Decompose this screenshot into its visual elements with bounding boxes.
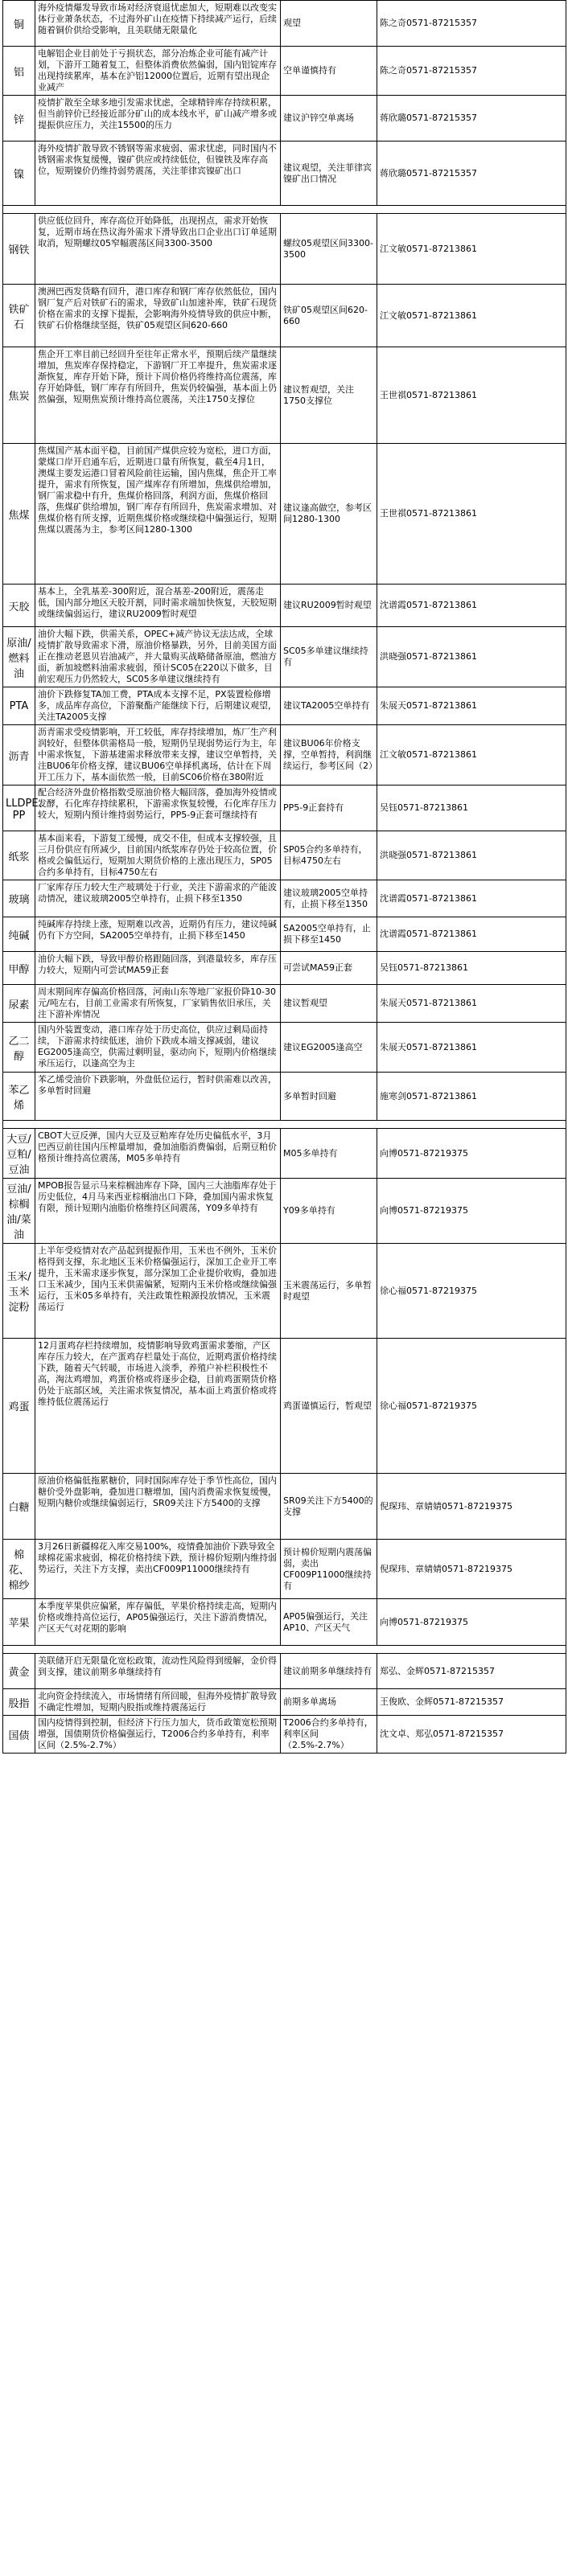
contact-cell: 施寒剑0571-87213861	[377, 1073, 566, 1121]
table-row	[3, 725, 566, 786]
category-cell: 镍	[3, 142, 35, 206]
contact-cell: 朱展天0571-87213861	[377, 687, 566, 725]
contact-cell: 向博0571-87219375	[377, 1129, 566, 1179]
view-cell: 美联储开启无限量化宽松政策，流动性风险得到缓解，金价得到支撑，建议前期多单继续持有	[35, 1654, 281, 1689]
contact-cell: 吴钰0571-87213861	[377, 786, 566, 831]
table-row	[3, 285, 566, 347]
view-cell: 焦企开工率目前已经回升至往年正常水平，预期后续产量继续增加，焦炭库存保持稳定，下游钢厂开工率提升，焦炭需求逐渐恢复，库存开始下降，预计下周价格仍将维持高位震荡，库存开始降低，钢厂库存有所回升，焦炭仍较偏强，基本面上仍然偏强，短期焦炭预计维持高位震荡，关注1750支撑位	[35, 347, 281, 444]
contact-cell: 王世祺0571-87213861	[377, 347, 566, 444]
category-cell: 焦煤	[3, 444, 35, 585]
category-cell: 铁矿石	[3, 285, 35, 347]
contact-cell: 向博0571-87219375	[377, 1179, 566, 1244]
strategy-cell: 建议RU2009暂时观望	[281, 585, 377, 627]
contact-cell: 江文敏0571-87213861	[377, 725, 566, 786]
strategy-cell: PP5-9正套持有	[281, 786, 377, 831]
table-row	[3, 985, 566, 1023]
view-cell: 北向资金持续流入，市场情绪有所回暖，但海外疫情扩散导致不确定性增加，短期内股指或维持震荡运行	[35, 1689, 281, 1716]
strategy-cell: 建议玻璃2005空单持有，止损下移至1350	[281, 880, 377, 917]
contact-cell: 王世祺0571-87213861	[377, 444, 566, 585]
view-cell: 原油价格偏低拖累糖价，同时国际库存处于季节性高位，国内糖价受外盘影响，叠加进口糖增加，国内消费需求恢复缓慢，短期内糖价或继续偏弱运行，SR09关注下方5400的支撑	[35, 1474, 281, 1540]
strategy-cell: 建议BU06年价格支撑，空单暂持，利润继续运行，参考区间（2）	[281, 725, 377, 786]
strategy-cell: 空单谨慎持有	[281, 47, 377, 96]
contact-cell: 沈谱霞0571-87213861	[377, 585, 566, 627]
category-cell: 铜	[3, 1, 35, 47]
contact-cell: 沈文卓、郑弘0571-87215357	[377, 1716, 566, 1754]
strategy-cell: 建议暂观望，关注1750支撑位	[281, 347, 377, 444]
table-row	[3, 47, 566, 96]
contact-cell: 洪晓强0571-87213861	[377, 831, 566, 880]
category-cell: 大豆/豆粕/豆油	[3, 1129, 35, 1179]
category-cell: LLDPE、PP	[3, 786, 35, 831]
contact-cell: 陈之奇0571-87215357	[377, 1, 566, 47]
view-cell: 疫情扩散至全球多地引发需求忧虑，全球精锌库存持续积累，但当前锌价已经接近部分矿山的成本线水平，矿山减产增多或提振供应压力，关注15500的压力	[35, 96, 281, 142]
strategy-cell: 建议暂观望	[281, 985, 377, 1023]
category-cell: 玉米/玉米淀粉	[3, 1244, 35, 1339]
category-cell: 沥青	[3, 725, 35, 786]
contact-cell: 江文敏0571-87213861	[377, 214, 566, 285]
view-cell: 12月蛋鸡存栏持续增加，疫情影响导致鸡蛋需求萎缩，产区库存压力较大，在产蛋鸡存栏量处于高位，近期鸡蛋价格持续下跌，随着天气转暖，市场进入淡季，养殖户补栏积极性不高，淘汰鸡增加，鸡蛋价格或将逐步企稳，目前鸡蛋期货价格仍处于底部区域，关注需求恢复情况，基本面上鸡蛋价格或将维持低位震荡运行	[35, 1339, 281, 1474]
contact-cell: 洪晓强0571-87213861	[377, 627, 566, 687]
strategy-cell: Y09多单持有	[281, 1179, 377, 1244]
view-cell: 本季度苹果供应偏紧，库存偏低，苹果价格持续走高，短期内价格或维持高位运行，AP05偏强运行，关注下游消费情况，产区天气对花期的影响	[35, 1599, 281, 1646]
category-cell: 锌	[3, 96, 35, 142]
contact-cell: 倪琛玮、章婧婧0571-87219375	[377, 1540, 566, 1599]
contact-cell: 朱展天0571-87213861	[377, 1023, 566, 1073]
view-cell: 周末期间库存偏高价格回落，河南山东等地厂家报价降10-30元/吨左右，目前工业需求有所恢复，厂家销售依旧承压，关注下游补库情况	[35, 985, 281, 1023]
table-row	[3, 96, 566, 142]
contact-cell: 蒋欣璐0571-87215357	[377, 96, 566, 142]
strategy-cell: AP05偏强运行，关注AP10、产区天气	[281, 1599, 377, 1646]
category-cell: 鸡蛋	[3, 1339, 35, 1474]
category-cell: 纯碱	[3, 917, 35, 952]
table-row	[3, 952, 566, 985]
strategy-cell: 玉米震荡运行，多单暂时观望	[281, 1244, 377, 1339]
contact-cell: 朱展天0571-87213861	[377, 985, 566, 1023]
table-row	[3, 444, 566, 585]
table-row	[3, 1689, 566, 1716]
strategy-cell: 螺纹05观望区间3300-3500	[281, 214, 377, 285]
strategy-cell: M05多单持有	[281, 1129, 377, 1179]
strategy-cell: SA2005空单持有，止损下移至1450	[281, 917, 377, 952]
view-cell: 焦煤国产基本面平稳，目前国产煤供应较为宽松，进口方面，蒙煤口岸开启通车后，近期进口量有所恢复，截至4月1日，澳煤主要发运港口冒着风险前往运输，国内焦煤，焦企开工率提升，需求有所恢复，国产煤库存有所增加，焦煤供给增加，钢厂需求稳中有升，焦煤价格回落，利润方面，焦煤价格回落，焦煤矿供给增加，钢厂库存有所回升，焦炭需求增加、对焦煤价格有所支撑，近期焦煤价格或继续稳中偏强运行，短期焦煤以震荡为主，参考区间1280-1300	[35, 444, 281, 585]
table-row	[3, 627, 566, 687]
strategy-cell: 建议沪锌空单离场	[281, 96, 377, 142]
view-cell: 厂家库存压力较大生产玻璃处于行业，关注下游需求的产能波动情况，建议玻璃2005空单持有，止损下移至1350	[35, 880, 281, 917]
view-cell: 电解铝企业目前处于亏损状态，部分冶炼企业可能有减产计划，下游开工随着复工，但整体消费依然偏弱，国内铝锭库存出现持续累库，基本在沪铝12000位置后，近期有望出现企业减产	[35, 47, 281, 96]
strategy-cell: 前期多单离场	[281, 1689, 377, 1716]
contact-cell: 吴钰0571-87213861	[377, 952, 566, 985]
category-cell: 纸浆	[3, 831, 35, 880]
strategy-cell: 铁矿05观望区间620-660	[281, 285, 377, 347]
view-cell: 沥青需求受疫情影响，开工较低，库存持续增加，炼厂生产利润较好，但整体供需格局一般，短期仍呈现弱势运行为主，年中需求恢复，下游基建需求释放带来支撑，建议空单暂持，关注BU06年价格支撑，建议BU06空单择机离场，估计在下周开工压力下，基本面依然一般，目前SC06价格在380附近	[35, 725, 281, 786]
contact-cell: 徐心福0571-87219375	[377, 1244, 566, 1339]
view-cell: 海外疫情爆发导致市场对经济衰退忧虑加大，短期难以改变实体行业萧条状态，不过海外矿山在疫情下持续减产运行，后续随着铜价供给受影响，且美联储无限量化	[35, 1, 281, 47]
table-row	[3, 1129, 566, 1179]
strategy-cell: 建议前期多单继续持有	[281, 1654, 377, 1689]
category-cell: 玻璃	[3, 880, 35, 917]
table-row	[3, 1540, 566, 1599]
strategy-cell: T2006合约多单持有，利率区间（2.5%-2.7%）	[281, 1716, 377, 1754]
strategy-cell: 观望	[281, 1, 377, 47]
table-row	[3, 1073, 566, 1121]
contact-cell: 王俊欧、金辉0571-87215357	[377, 1689, 566, 1716]
table-row	[3, 142, 566, 206]
strategy-table	[2, 0, 566, 1754]
category-cell: 白糖	[3, 1474, 35, 1540]
strategy-cell: SP05合约多单持有，目标4750左右	[281, 831, 377, 880]
view-cell: 国内外装置变动，港口库存处于历史高位，供应过剩局面持续，下游需求持续低迷，油价下跌成本端支撑减弱，建议EG2005逢高空，供需过剩明显，驱动向下，短期内价格继续承压运行，以逢高空为主	[35, 1023, 281, 1073]
category-cell: 苹果	[3, 1599, 35, 1646]
contact-cell: 江文敏0571-87213861	[377, 285, 566, 347]
table-row	[3, 585, 566, 627]
category-cell: 股指	[3, 1689, 35, 1716]
table-row	[3, 214, 566, 285]
section-divider	[3, 206, 566, 214]
contact-cell: 沈谱霞0571-87213861	[377, 880, 566, 917]
strategy-cell: 建议EG2005逢高空	[281, 1023, 377, 1073]
view-cell: 苯乙烯受油价下跌影响，外盘低位运行，暂时供需难以改善，多单暂时回避	[35, 1073, 281, 1121]
table-row	[3, 1244, 566, 1339]
category-cell: 乙二醇	[3, 1023, 35, 1073]
view-cell: 澳洲巴西发货略有回升，港口库存和钢厂库存依然低位，国内钢厂复产后对铁矿石的需求，导致矿山加速补库，铁矿石现货价格在需求的支撑下提振，会影响海外疫情导致的供应中断，铁矿石价格继续坚挺，铁矿05观望区间620-660	[35, 285, 281, 347]
contact-cell: 郑弘、金辉0571-87215357	[377, 1654, 566, 1689]
strategy-cell: 建议逢高做空，参考区间1280-1300	[281, 444, 377, 585]
view-cell: 配合经济外盘价格指数受原油价格大幅回落，叠加海外疫情或发酵，石化库存持续累积，下游需求恢复较慢，石化库存压力较大，短期内预计维持弱势运行，PP5-9正套可继续持有	[35, 786, 281, 831]
category-cell: 铝	[3, 47, 35, 96]
table-row	[3, 880, 566, 917]
table-row	[3, 347, 566, 444]
section-divider	[3, 1646, 566, 1654]
contact-cell: 沈谱霞0571-87213861	[377, 917, 566, 952]
contact-cell: 陈之奇0571-87215357	[377, 47, 566, 96]
contact-cell: 蒋欣璐0571-87215357	[377, 142, 566, 206]
table-row	[3, 1179, 566, 1244]
category-cell: PTA	[3, 687, 35, 725]
strategy-cell: SR09关注下方5400的支撑	[281, 1474, 377, 1540]
category-cell: 黄金	[3, 1654, 35, 1689]
strategy-cell: 鸡蛋谨慎运行，暂观望	[281, 1339, 377, 1474]
view-cell: 海外疫情扩散导致不锈钢等需求疲弱、需求忧虑，同时国内不锈钢需求恢复缓慢，镍矿供应或持续低位，但镍铁及库存高位，短期镍价仍维持弱势震荡，关注菲律宾镍矿出口	[35, 142, 281, 206]
table-row	[3, 1, 566, 47]
strategy-cell: 建议TA2005空单持有	[281, 687, 377, 725]
table-row	[3, 687, 566, 725]
view-cell: 油价大幅下跌，导致甲醇价格跟随回落，到港量较多，库存压力较大，短期内可尝试MA59正套	[35, 952, 281, 985]
contact-cell: 向博0571-87219375	[377, 1599, 566, 1646]
strategy-cell: SC05多单建议继续持有	[281, 627, 377, 687]
strategy-cell: 预计棉价短期内震荡偏弱，卖出CF009P11000继续持有	[281, 1540, 377, 1599]
table-row	[3, 1716, 566, 1754]
view-cell: 油价下跌修复TA加工费，PTA成本支撑不足，PX装置检修增多，成品库存高位，下游聚酯产能继续下行，后期建议观望，关注TA2005支撑	[35, 687, 281, 725]
category-cell: 天胶	[3, 585, 35, 627]
table-row	[3, 1339, 566, 1474]
category-cell: 甲醇	[3, 952, 35, 985]
category-cell: 原油/燃料油	[3, 627, 35, 687]
category-cell: 苯乙烯	[3, 1073, 35, 1121]
view-cell: 上半年受疫情对农产品起到提振作用，玉米也不例外，玉米价格得到支撑，东北地区玉米价格偏强运行，深加工企业开工率提升，玉米需求逐步恢复，部分深加工企业提价收购，叠加进口玉米减少，国内玉米供需偏紧，短期内玉米价格或继续偏强运行，玉米05多单持有，关注政策性粮源投放情况，玉米震荡运行	[35, 1244, 281, 1339]
view-cell: 国内疫情得到控制，但经济下行压力加大，货币政策宽松预期增强，国债期货价格偏强运行，T2006合约多单持有，利率区间（2.5%-2.7%）	[35, 1716, 281, 1754]
table-row	[3, 917, 566, 952]
view-cell: 基本上，全乳基差-300附近，混合基差-200附近，震荡走低，国内部分地区天胶开割，同时需求端加快恢复，天胶短期或继续偏弱运行，建议RU2009暂时观望	[35, 585, 281, 627]
view-cell: 纯碱库存持续上涨，短期难以改善，近期仍有压力，建议纯碱仍有下方空间，SA2005空单持有，止损下移至1450	[35, 917, 281, 952]
table-row	[3, 831, 566, 880]
strategy-cell: 可尝试MA59正套	[281, 952, 377, 985]
contact-cell: 徐心福0571-87219375	[377, 1339, 566, 1474]
category-cell: 国债	[3, 1716, 35, 1754]
category-cell: 豆油/棕榈油/菜油	[3, 1179, 35, 1244]
contact-cell: 倪琛玮、章婧婧0571-87219375	[377, 1474, 566, 1540]
table-row	[3, 1474, 566, 1540]
strategy-cell: 建议观望，关注菲律宾镍矿出口情况	[281, 142, 377, 206]
table-row	[3, 1599, 566, 1646]
view-cell: MPOB报告显示马来棕榈油库存下降，国内三大油脂库存处于历史低位，4月马来西亚棕榈油出口下降，叠加国内需求恢复有限，预计短期内油脂价格维持区间震荡，Y09多单持有	[35, 1179, 281, 1244]
category-cell: 尿素	[3, 985, 35, 1023]
view-cell: 基本面来看，下游复工缓慢，成交不佳，但成本支撑较强，且三月份供应有所减少，目前国内纸浆库存仍处于较高位置，价格或会偏低运行，短期加大期货价格的上涨出现压力，SP05合约多单持有，目标4750左右	[35, 831, 281, 880]
category-cell: 棉花、棉纱	[3, 1540, 35, 1599]
table-row	[3, 786, 566, 831]
view-cell: 供应低位回升，库存高位开始降低，出现拐点，需求开始恢复，近期市场在热议海外需求下滑导致出口企业出口订单延期取消，短期螺纹05窄幅震荡区间3300-3500	[35, 214, 281, 285]
view-cell: CBOT大豆反弹，国内大豆及豆粕库存处历史偏低水平，3月巴西豆前往国内压榨量增加，叠加油脂消费偏弱，后期豆粕价格预计维持高位震荡，M05多单持有	[35, 1129, 281, 1179]
view-cell: 油价大幅下跌，供需关系，OPEC+减产协议无法达成，全球疫情扩散导致需求下滑，原油价格暴跌，另外，目前美国方面正在推动老恩贝岩油减产，并大量购买战略储备原油，燃油方面，新加坡燃料油需求疲弱，预计SC05在220以下做多，目前宏观压力仍然较大，SC05多单建议继续持有	[35, 627, 281, 687]
table-row	[3, 1654, 566, 1689]
category-cell: 焦炭	[3, 347, 35, 444]
view-cell: 3月26日新疆棉花入库交易100%，疫情叠加油价下跌导致全球棉花需求疲弱，棉花价格持续下跌，预计棉价短期内维持弱势运行，关注下方支撑，卖出CF009P11000继续持有	[35, 1540, 281, 1599]
category-cell: 钢铁	[3, 214, 35, 285]
table-row	[3, 1023, 566, 1073]
strategy-cell: 多单暂时回避	[281, 1073, 377, 1121]
section-divider	[3, 1121, 566, 1129]
